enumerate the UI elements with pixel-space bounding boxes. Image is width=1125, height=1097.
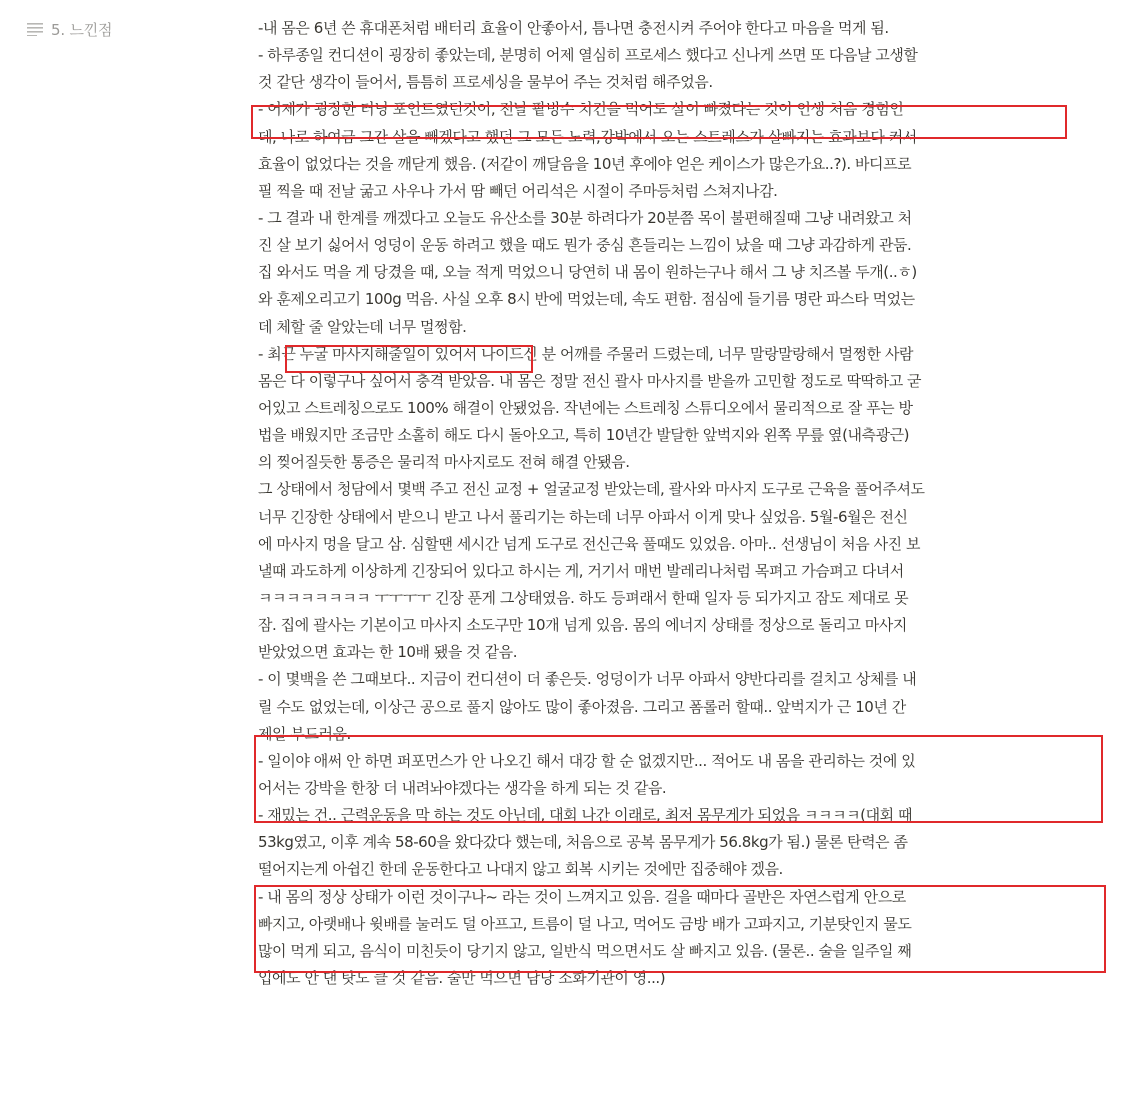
text-line: 받았었으면 효과는 한 10배 됐을 것 같음.: [258, 643, 518, 662]
text-line: 너무 긴장한 상태에서 받으니 받고 나서 풀리기는 하는데 너무 아파서 이게 맞나 싶었음. 5월-6월은 전신: [258, 507, 908, 526]
text-line: - 하루종일 컨디션이 굉장히 좋았는데, 분명히 어제 열심히 프로세스 했다고 신나게 쓰면 또 다음날 고생할: [258, 46, 918, 65]
text-line: 몸은 다 이렇구나 싶어서 충격 받았음. 내 몸은 정말 전신 괄사 마사지를 받을까 고민할 정도로 딱딱하고 굳: [258, 371, 922, 390]
text-line: 에 마사지 멍을 달고 삼. 심할땐 세시간 넘게 도구로 전신근육 풀때도 있었음. 아마.. 선생님이 처음 사진 보: [258, 534, 921, 553]
text-line: - 최근 누굴 마사지해줄일이 있어서 나이드신 분 어깨를 주물러 드렸는데, 너무 말랑말랑해서 멀쩡한 사람: [258, 344, 914, 363]
reflection-text-block[interactable]: [258, 15, 1108, 992]
text-line: 어있고 스트레칭으로도 100% 해결이 안됐었음. 작년에는 스트레칭 스튜디오에서 물리적으로 잘 푸는 방: [258, 398, 913, 417]
text-line: -내 몸은 6년 쓴 휴대폰처럼 배터리 효율이 안좋아서, 틈나면 충전시켜 주어야 한다고 마음을 먹게 됨.: [258, 19, 889, 37]
text-line: 그 상태에서 청담에서 몇백 주고 전신 교정 + 얼굴교정 받았는데, 괄사와 마사지 도구로 근육을 풀어주셔도: [258, 480, 925, 499]
text-line: 데 체할 줄 알았는데 너무 멀쩡함.: [258, 317, 467, 336]
text-line: 것 같단 생각이 들어서, 틈틈히 프로세싱을 물부어 주는 것처럼 해주었음.: [258, 73, 713, 92]
text-line: - 어제가 굉장한 터닝 포인트였던것이, 전날 팥빙수 치킨을 먹어도 살이 빠졌다는 것이 인생 처음 경험인: [258, 100, 904, 119]
property-row-reflection[interactable]: [27, 18, 112, 40]
text-line: 효율이 없었다는 것을 깨닫게 했음. (저같이 깨달음을 10년 후에야 얻은 케이스가 많은가요..?). 바디프로: [258, 154, 912, 173]
text-line: ㅋㅋㅋㅋㅋㅋㅋㅋ ㅜㅜㅜㅜ 긴장 푼게 그상태였음. 하도 등펴래서 한때 일자 등 되가지고 잠도 제대로 못: [258, 588, 909, 607]
text-line: 제일 부드러움.: [258, 724, 351, 743]
text-line: 데, 나로 하여금 그간 살을 빼겠다고 했던 그 모든 노력,강박에서 오는 스트레스가 살빠지는 효과보다 커서: [258, 127, 917, 146]
text-line: 필 찍을 때 전날 굶고 사우나 가서 땀 빼던 어리석은 시절이 주마등처럼 스쳐지나감.: [258, 181, 778, 200]
text-line: - 재밌는 건.. 근력운동을 막 하는 것도 아닌데, 대회 나간 이래로, 최저 몸무게가 되었음 ㅋㅋㅋㅋ(대회 때: [258, 806, 913, 825]
text-line: 어서는 강박을 한창 더 내려놔야겠다는 생각을 하게 되는 것 같음.: [258, 778, 667, 797]
text-line: 법을 배웠지만 조금만 소홀히 해도 다시 돌아오고, 특히 10년간 발달한 앞벅지와 왼쪽 무릎 옆(내측광근): [258, 426, 910, 445]
text-line: 집 와서도 먹을 게 당겼을 때, 오늘 적게 먹었으니 당연히 내 몸이 원하는구나 해서 그 냥 치즈볼 두개(..ㅎ): [258, 263, 917, 282]
text-line: - 이 몇백을 쓴 그때보다.. 지금이 컨디션이 더 좋은듯. 엉덩이가 너무 아파서 양반다리를 걸치고 상체를 내: [258, 670, 917, 689]
text-line: - 일이야 애써 안 하면 퍼포먼스가 안 나오긴 해서 대강 할 순 없겠지만... 적어도 내 몸을 관리하는 것에 있: [258, 751, 916, 770]
text-line: 의 찢어질듯한 통증은 물리적 마사지로도 전혀 해결 안됐음.: [258, 453, 630, 472]
text-line: 53kg였고, 이후 계속 58-60을 왔다갔다 했는데, 처음으로 공복 몸무게가 56.8kg가 됨.) 물론 탄력은 좀: [258, 833, 908, 852]
text-line: 잠. 집에 괄사는 기본이고 마사지 소도구만 10개 넘게 있음. 몸의 에너지 상태를 정상으로 돌리고 마사지: [258, 616, 907, 635]
property-label: 5. 느낀점: [51, 20, 113, 39]
text-line: - 그 결과 내 한계를 깨겠다고 오늘도 유산소를 30분 하려다가 20분쯤 목이 불편해질때 그냥 내려왔고 처: [258, 208, 912, 227]
text-line: - 내 몸의 정상 상태가 이런 것이구나~ 라는 것이 느껴지고 있음. 걸을 때마다 골반은 자연스럽게 안으로: [258, 887, 906, 906]
text-line: 릴 수도 없었는데, 이상근 공으로 풀지 않아도 많이 좋아졌음. 그리고 폼롤러 할때.. 앞벅지가 근 10년 간: [258, 697, 906, 716]
text-line: 입에도 안 댄 탓도 클 것 같음. 술만 먹으면 담낭 소화기관이 영...): [258, 968, 666, 987]
text-line: 진 살 보기 싫어서 엉덩이 운동 하려고 했을 때도 뭔가 중심 흔들리는 느낌이 났을 때 그냥 과감하게 관둠.: [258, 236, 912, 255]
text-line: 와 훈제오리고기 100g 먹음. 사실 오후 8시 반에 먹었는데, 속도 편함. 점심에 들기름 명란 파스타 먹었는: [258, 290, 915, 309]
text-line: 많이 먹게 되고, 음식이 미친듯이 당기지 않고, 일반식 먹으면서도 살 빠지고 있음. (물론.. 술을 일주일 째: [258, 941, 912, 960]
text-line: 낼때 과도하게 이상하게 긴장되어 있다고 하시는 게, 거기서 매번 발레리나처럼 목펴고 가슴펴고 다녀서: [258, 561, 904, 580]
text-line: 떨어지는게 아쉽긴 한데 운동한다고 나대지 않고 회복 시키는 것에만 집중해야 겠음.: [258, 860, 783, 879]
text-lines-icon: [27, 22, 43, 36]
text-line: 빠지고, 아랫배나 윗배를 눌러도 덜 아프고, 트름이 덜 나고, 먹어도 금방 배가 고파지고, 기분탓인지 물도: [258, 914, 912, 933]
